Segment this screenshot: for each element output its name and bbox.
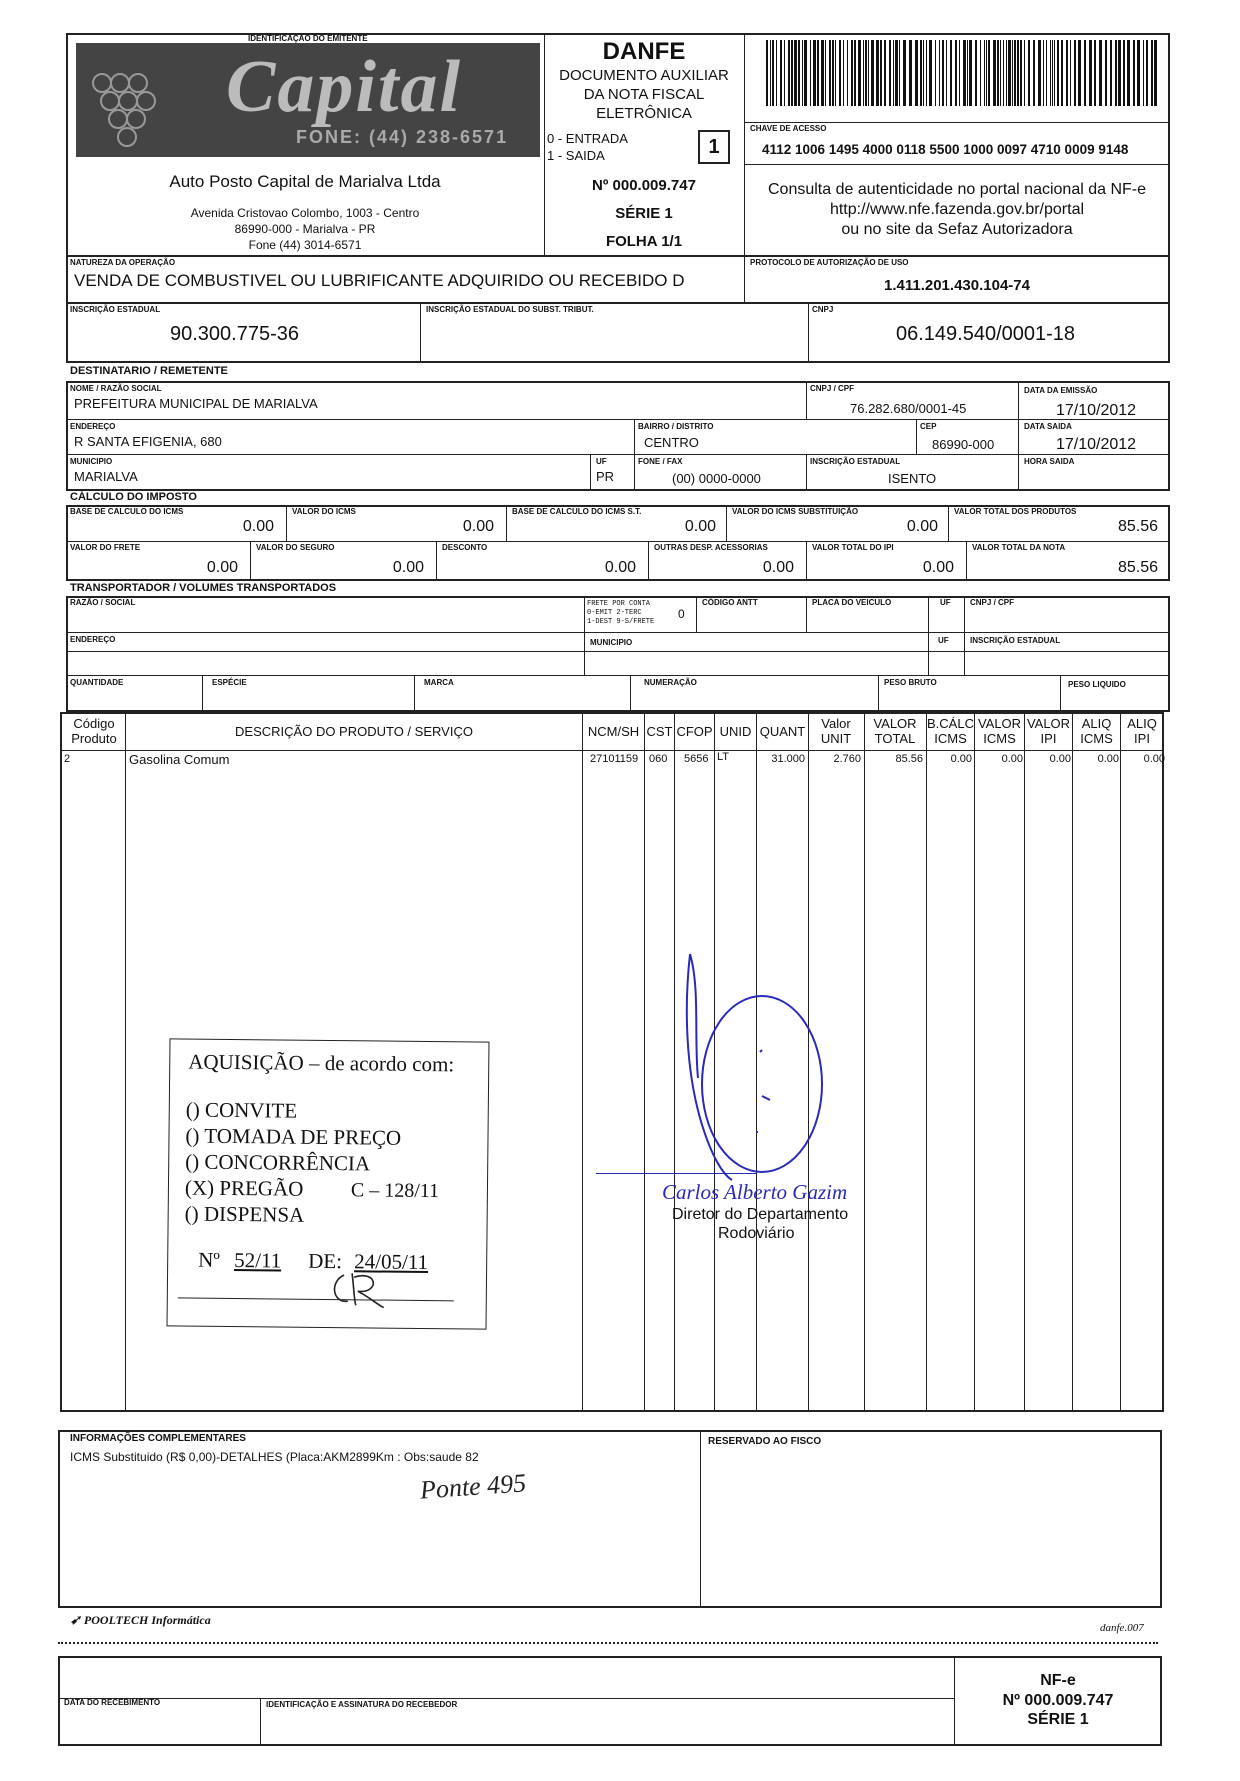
barcode-bar xyxy=(832,40,834,106)
grapes-icon xyxy=(82,53,202,153)
barcode-bar xyxy=(1123,40,1125,106)
qty-label: QUANTIDADE xyxy=(70,678,124,687)
carrier-ie-label: INSCRIÇÃO ESTADUAL xyxy=(970,636,1061,645)
protocol-value: 1.411.201.430.104-74 xyxy=(884,277,1030,294)
additional-text: ICMS Substituido (R$ 0,00)-DETALHES (Placa:AKM2899Km : Obs:saude 82 xyxy=(70,1450,479,1464)
barcode-bar xyxy=(935,40,936,106)
barcode-bar xyxy=(1003,40,1004,106)
rec-issue: 17/10/2012 xyxy=(1056,402,1137,419)
col-ncm: NCM/SH xyxy=(587,724,640,739)
signature-role1: Diretor do Departamento xyxy=(672,1206,849,1223)
danfe-entrada: 0 - ENTRADA xyxy=(547,131,628,146)
barcode-bar xyxy=(876,40,879,106)
barcode-bar xyxy=(854,40,856,106)
barcode-bar xyxy=(920,40,922,106)
row-ncm: 27101159 xyxy=(590,753,639,765)
pooltech-brand xyxy=(70,1612,211,1628)
barcode-bar xyxy=(903,40,906,106)
brand-label: MARCA xyxy=(424,678,454,687)
barcode-bar xyxy=(980,40,981,106)
logo-text: Capital xyxy=(226,46,463,128)
barcode-bar xyxy=(1017,40,1019,106)
barcode-bar xyxy=(772,40,774,106)
col-bcicms: B.CÁLC ICMS xyxy=(927,716,974,746)
rec-city-label: MUNICIPIO xyxy=(70,457,113,466)
barcode-bar xyxy=(1115,40,1117,106)
freight: 0.00 xyxy=(206,559,238,576)
col-vicms: VALOR ICMS xyxy=(977,716,1022,746)
transport-section: TRANSPORTADOR / VOLUMES TRANSPORTADOS xyxy=(70,582,337,594)
barcode-bar xyxy=(865,40,867,106)
stamp-opt4: (X) PREGÃO xyxy=(184,1175,304,1201)
barcode-bar xyxy=(821,40,824,106)
danfe-code: danfe.007 xyxy=(1100,1622,1144,1634)
icms-st: 0.00 xyxy=(906,518,938,535)
rec-uf: PR xyxy=(596,469,615,484)
carrier-uf-label: UF xyxy=(940,598,951,607)
base-st: 0.00 xyxy=(684,518,716,535)
barcode-bar xyxy=(794,40,797,106)
barcode-bar xyxy=(993,40,996,106)
barcode-bar xyxy=(810,40,811,106)
barcode-bar xyxy=(1099,40,1102,106)
rec-cnpj: 76.282.680/0001-45 xyxy=(850,401,967,416)
barcode-bar xyxy=(1012,40,1013,106)
freight-mode-legend xyxy=(587,600,654,627)
base-icms-label: BASE DE CALCULO DO ICMS xyxy=(70,507,184,516)
barcode-bar xyxy=(863,40,864,106)
barcode-bar xyxy=(1127,40,1130,106)
stamp-date: 24/05/11 xyxy=(354,1249,429,1275)
stamp-date-prefix: DE: xyxy=(308,1248,343,1274)
barcode-bar xyxy=(1110,40,1112,106)
barcode-bar xyxy=(858,40,861,106)
col-cfop: CFOP xyxy=(676,724,713,739)
icms-st-label: VALOR DO ICMS SUBSTITUIÇÃO xyxy=(732,507,859,516)
barcode-bar xyxy=(1008,40,1011,106)
barcode-bar xyxy=(1070,40,1071,106)
barcode-bar xyxy=(893,40,894,106)
stub-serie: SÉRIE 1 xyxy=(1027,1711,1089,1728)
rec-exit-label: DATA SAIDA xyxy=(1024,422,1072,431)
row-aliqicms: 0.00 xyxy=(1097,753,1119,765)
barcode-bar xyxy=(926,40,927,106)
barcode-bar xyxy=(975,40,977,106)
barcode-bar xyxy=(1143,40,1144,106)
barcode-bar xyxy=(929,40,932,106)
barcode-bar xyxy=(1046,40,1047,106)
barcode-bar xyxy=(784,40,785,106)
barcode-bar xyxy=(1028,40,1030,106)
barcode-bar xyxy=(1052,40,1053,106)
reserved-label: RESERVADO AO FISCO xyxy=(708,1436,822,1447)
barcode-bar xyxy=(825,40,826,106)
barcode-bar xyxy=(1066,40,1068,106)
barcode-bar xyxy=(955,40,957,106)
stamp-number-prefix: Nº xyxy=(198,1247,221,1272)
barcode-bar xyxy=(950,40,952,106)
barcode-bar xyxy=(939,40,940,106)
row-desc: Gasolina Comum xyxy=(129,752,230,767)
consult-line1: Consulta de autenticidade no portal nacional da NF-e xyxy=(767,181,1147,198)
col-aliqicms: ALIQ ICMS xyxy=(1080,716,1113,746)
plate-label: PLACA DO VEICULO xyxy=(812,598,892,607)
barcode-bar xyxy=(791,40,793,106)
rec-cep-label: CEP xyxy=(920,422,937,431)
rec-issue-label: DATA DA EMISSÃO xyxy=(1024,386,1098,395)
barcode-bar xyxy=(988,40,990,106)
other-label: OUTRAS DESP. ACESSORIAS xyxy=(654,543,768,552)
barcode-bar xyxy=(1118,40,1121,106)
icms-label: VALOR DO ICMS xyxy=(292,507,356,516)
barcode-bar xyxy=(851,40,853,106)
access-key: 4112 1006 1495 4000 0118 5500 1000 0097 4710 0009 9148 xyxy=(762,142,1129,157)
signature-scribble xyxy=(660,948,860,1188)
rec-phone-label: FONE / FAX xyxy=(638,457,683,466)
recipient-section: DESTINATARIO / REMETENTE xyxy=(70,365,228,377)
barcode-bar xyxy=(1151,40,1153,106)
row-quant: 31.000 xyxy=(771,753,805,765)
freight-label: VALOR DO FRETE xyxy=(70,543,141,552)
antt-label: CÓDIGO ANTT xyxy=(702,598,758,607)
pooltech-logo-icon: ➹ xyxy=(70,1612,81,1627)
pooltech-brand-text: POOLTECH Informática xyxy=(83,1613,211,1627)
barcode-bar xyxy=(1133,40,1135,106)
cnpj-label: CNPJ xyxy=(812,305,834,314)
barcode-bar xyxy=(1006,40,1007,106)
barcode-bar xyxy=(884,40,886,106)
stamp-opt1: () CONVITE xyxy=(185,1097,298,1123)
net-weight-label: PESO LIQUIDO xyxy=(1068,680,1126,689)
barcode-bar xyxy=(1084,40,1086,106)
consult-line3: ou no site da Sefaz Autorizadora xyxy=(841,221,1073,238)
rec-cnpj-label: CNPJ / CPF xyxy=(810,384,855,393)
issuer-phone: Fone (44) 3014-6571 xyxy=(248,238,362,252)
barcode-bar xyxy=(923,40,924,106)
barcode-bar xyxy=(1024,40,1025,106)
freight-mode-value: 0 xyxy=(678,607,685,621)
stub-number: Nº 000.009.747 xyxy=(1002,1692,1114,1709)
carrier-city-label: MUNICIPIO xyxy=(590,638,633,647)
rec-city: MARIALVA xyxy=(74,469,138,484)
acquisition-stamp xyxy=(167,1038,490,1329)
barcode-bar xyxy=(798,40,800,106)
barcode-bar xyxy=(868,40,869,106)
barcode-bar xyxy=(839,40,841,106)
danfe-type-box: 1 xyxy=(698,130,730,164)
carrier-uf2-label: UF xyxy=(938,636,949,645)
row-code: 2 xyxy=(64,753,71,765)
col-vunit: Valor UNIT xyxy=(820,716,852,746)
barcode-bar xyxy=(1000,40,1001,106)
insurance-label: VALOR DO SEGURO xyxy=(256,543,335,552)
icms: 0.00 xyxy=(462,518,494,535)
discount-label: DESCONTO xyxy=(442,543,488,552)
nature-value: VENDA DE COMBUSTIVEL OU LUBRIFICANTE ADQUIRIDO OU RECEBIDO D xyxy=(74,271,685,290)
barcode-bar xyxy=(1078,40,1081,106)
access-key-label: CHAVE DE ACESSO xyxy=(750,124,827,133)
barcode-bar xyxy=(1094,40,1096,106)
rec-exit: 17/10/2012 xyxy=(1056,436,1137,453)
rec-cep: 86990-000 xyxy=(932,437,995,452)
other: 0.00 xyxy=(762,559,794,576)
stamp-opt4-ref: C – 128/11 xyxy=(350,1179,440,1203)
barcode-bar xyxy=(1014,40,1016,106)
issuer-address1: Avenida Cristovao Colombo, 1003 - Centro xyxy=(190,206,420,220)
barcode-bar xyxy=(899,40,900,106)
total-products: 85.56 xyxy=(1117,518,1158,535)
stamp-initials-scribble xyxy=(324,1263,395,1314)
tax-section: CÁLCULO DO IMPOSTO xyxy=(70,491,197,503)
handwritten-note: Ponte 495 xyxy=(419,1468,528,1505)
total-products-label: VALOR TOTAL DOS PRODUTOS xyxy=(954,507,1077,516)
barcode-bar xyxy=(1038,40,1041,106)
barcode-bar xyxy=(835,40,836,106)
barcode-bar xyxy=(1020,40,1022,106)
stamp-opt5: () DISPENSA xyxy=(184,1201,305,1227)
base-st-label: BASE DE CALCULO DO ICMS S.T. xyxy=(512,507,642,516)
row-cst: 060 xyxy=(649,753,668,765)
barcode-bar xyxy=(1089,40,1092,106)
rec-district: CENTRO xyxy=(644,435,699,450)
col-desc: DESCRIÇÃO DO PRODUTO / SERVIÇO xyxy=(235,724,473,739)
numbering-label: NUMERAÇÃO xyxy=(644,678,697,687)
barcode-bar xyxy=(1154,40,1157,106)
cnpj-value: 06.149.540/0001-18 xyxy=(896,323,1076,345)
danfe-saida: 1 - SAIDA xyxy=(547,148,605,163)
barcode-bar xyxy=(813,40,816,106)
row-cfop: 5656 xyxy=(684,753,709,765)
barcode-bar xyxy=(959,40,960,106)
barcode-bar xyxy=(880,40,882,106)
row-vunit: 2.760 xyxy=(833,753,861,765)
danfe-subtitle3: ELETRÔNICA xyxy=(596,105,692,122)
nature-label: NATUREZA DA OPERAÇÃO xyxy=(70,258,176,267)
base-icms: 0.00 xyxy=(242,518,274,535)
barcode-bar xyxy=(780,40,782,106)
col-quant: QUANT xyxy=(759,724,806,739)
barcode-bar xyxy=(909,40,912,106)
barcode-bar xyxy=(1074,40,1076,106)
barcode-bar xyxy=(847,40,848,106)
rec-address-label: ENDEREÇO xyxy=(70,422,116,431)
consult-line2: http://www.nfe.fazenda.gov.br/portal xyxy=(829,201,1085,218)
freight-mode-line2: 0-EMIT 2-TERC xyxy=(587,609,642,617)
barcode-bar xyxy=(829,40,831,106)
rec-ie: ISENTO xyxy=(888,471,937,486)
rec-address: R SANTA EFIGENIA, 680 xyxy=(74,434,222,449)
barcode xyxy=(766,40,1162,106)
col-cst: CST xyxy=(646,724,673,739)
insurance: 0.00 xyxy=(392,559,424,576)
barcode-bar xyxy=(984,40,985,106)
barcode-bar xyxy=(1061,40,1063,106)
rec-name-label: NOME / RAZÃO SOCIAL xyxy=(70,384,162,393)
barcode-bar xyxy=(766,40,768,106)
col-unid: UNID xyxy=(719,724,752,739)
row-vipi: 0.00 xyxy=(1049,753,1071,765)
logo-phone: FONE: (44) 238-6571 xyxy=(296,127,509,147)
signature-role2: Rodoviário xyxy=(718,1225,795,1242)
barcode-bar xyxy=(997,40,999,106)
barcode-bar xyxy=(889,40,891,106)
barcode-bar xyxy=(942,40,944,106)
rec-ie-label: INSCRIÇÃO ESTADUAL xyxy=(810,457,901,466)
rec-name: PREFEITURA MUNICIPAL DE MARIALVA xyxy=(74,396,318,411)
barcode-bar xyxy=(967,40,968,106)
danfe-number: Nº 000.009.747 xyxy=(592,177,696,194)
discount: 0.00 xyxy=(604,559,636,576)
freight-mode-line3: 1-DEST 9-S/FRETE xyxy=(587,618,655,626)
barcode-bar xyxy=(1105,40,1107,106)
carrier-cnpj-label: CNPJ / CPF xyxy=(970,598,1015,607)
barcode-bar xyxy=(1137,40,1140,106)
row-bcicms: 0.00 xyxy=(950,753,972,765)
danfe-subtitle2: DA NOTA FISCAL xyxy=(583,86,705,103)
danfe-title: DANFE xyxy=(602,38,686,65)
carrier-name-label: RAZÃO / SOCIAL xyxy=(70,598,136,607)
barcode-bar xyxy=(788,40,790,106)
freight-mode-line1: FRETE POR CONTA xyxy=(587,600,651,608)
rec-district-label: BAIRRO / DISTRITO xyxy=(638,422,714,431)
row-vtotal: 85.56 xyxy=(895,753,923,765)
barcode-bar xyxy=(817,40,819,106)
danfe-folha: FOLHA 1/1 xyxy=(605,233,683,250)
issuer-address2: 86990-000 - Marialva - PR xyxy=(234,222,376,236)
total-note: 85.56 xyxy=(1117,559,1158,576)
receipt-id-label: IDENTIFICAÇÃO E ASSINATURA DO RECEBEDOR xyxy=(266,1700,458,1709)
issuer-section-label: IDENTIFICAÇÃO DO EMITENTE xyxy=(248,34,368,43)
barcode-bar xyxy=(895,40,898,106)
row-vicms: 0.00 xyxy=(1001,753,1023,765)
stub-nfe: NF-e xyxy=(1040,1672,1076,1689)
col-aliqipi: ALIQ IPI xyxy=(1127,716,1157,746)
ie-label: INSCRIÇÃO ESTADUAL xyxy=(70,305,161,314)
barcode-bar xyxy=(946,40,947,106)
barcode-bar xyxy=(770,40,771,106)
stamp-number: 52/11 xyxy=(234,1248,282,1273)
barcode-bar xyxy=(804,40,807,106)
issuer-name: Auto Posto Capital de Marialva Ltda xyxy=(169,172,441,191)
barcode-bar xyxy=(1146,40,1148,106)
protocol-label: PROTOCOLO DE AUTORIZAÇÃO DE USO xyxy=(750,258,909,267)
issuer-logo xyxy=(76,43,540,157)
additional-label: INFORMAÇÕES COMPLEMENTARES xyxy=(70,1433,246,1444)
barcode-bar xyxy=(963,40,966,106)
gross-weight-label: PESO BRUTO xyxy=(884,678,937,687)
col-vipi: VALOR IPI xyxy=(1026,716,1071,746)
col-code: Código Produto xyxy=(71,716,117,746)
barcode-bar xyxy=(802,40,803,106)
signature-name: Carlos Alberto Gazim xyxy=(662,1180,848,1204)
barcode-bar xyxy=(1033,40,1035,106)
barcode-bar xyxy=(776,40,777,106)
danfe-serie: SÉRIE 1 xyxy=(615,205,673,222)
barcode-bar xyxy=(1054,40,1055,106)
receipt-date-label: DATA DO RECEBIMENTO xyxy=(64,1698,161,1707)
stamp-opt3: () CONCORRÊNCIA xyxy=(185,1149,371,1176)
barcode-bar xyxy=(871,40,874,106)
col-vtotal: VALOR TOTAL xyxy=(873,716,917,746)
carrier-address-label: ENDEREÇO xyxy=(70,635,116,644)
barcode-bar xyxy=(1050,40,1051,106)
rec-uf-label: UF xyxy=(596,457,607,466)
species-label: ESPÉCIE xyxy=(212,678,247,687)
stamp-title: AQUISIÇÃO – de acordo com: xyxy=(188,1049,455,1077)
stamp-opt2: () TOMADA DE PREÇO xyxy=(185,1123,402,1150)
barcode-bar xyxy=(969,40,972,106)
cut-line xyxy=(58,1642,1158,1644)
row-aliqipi: 0.00 xyxy=(1143,753,1165,765)
barcode-bar xyxy=(1043,40,1044,106)
ie-st-label: INSCRIÇÃO ESTADUAL DO SUBST. TRIBUT. xyxy=(426,305,594,314)
rec-exit-time-label: HORA SAIDA xyxy=(1024,457,1075,466)
barcode-bar xyxy=(843,40,844,106)
ipi-label: VALOR TOTAL DO IPI xyxy=(812,543,894,552)
total-note-label: VALOR TOTAL DA NOTA xyxy=(972,543,1066,552)
rec-phone: (00) 0000-0000 xyxy=(672,471,761,486)
danfe-subtitle1: DOCUMENTO AUXILIAR xyxy=(559,67,729,84)
row-unid: LT xyxy=(717,751,730,763)
barcode-bar xyxy=(915,40,918,106)
barcode-bar xyxy=(1057,40,1059,106)
barcode-bar xyxy=(986,40,987,106)
ie-value: 90.300.775-36 xyxy=(170,323,300,345)
ipi: 0.00 xyxy=(922,559,954,576)
